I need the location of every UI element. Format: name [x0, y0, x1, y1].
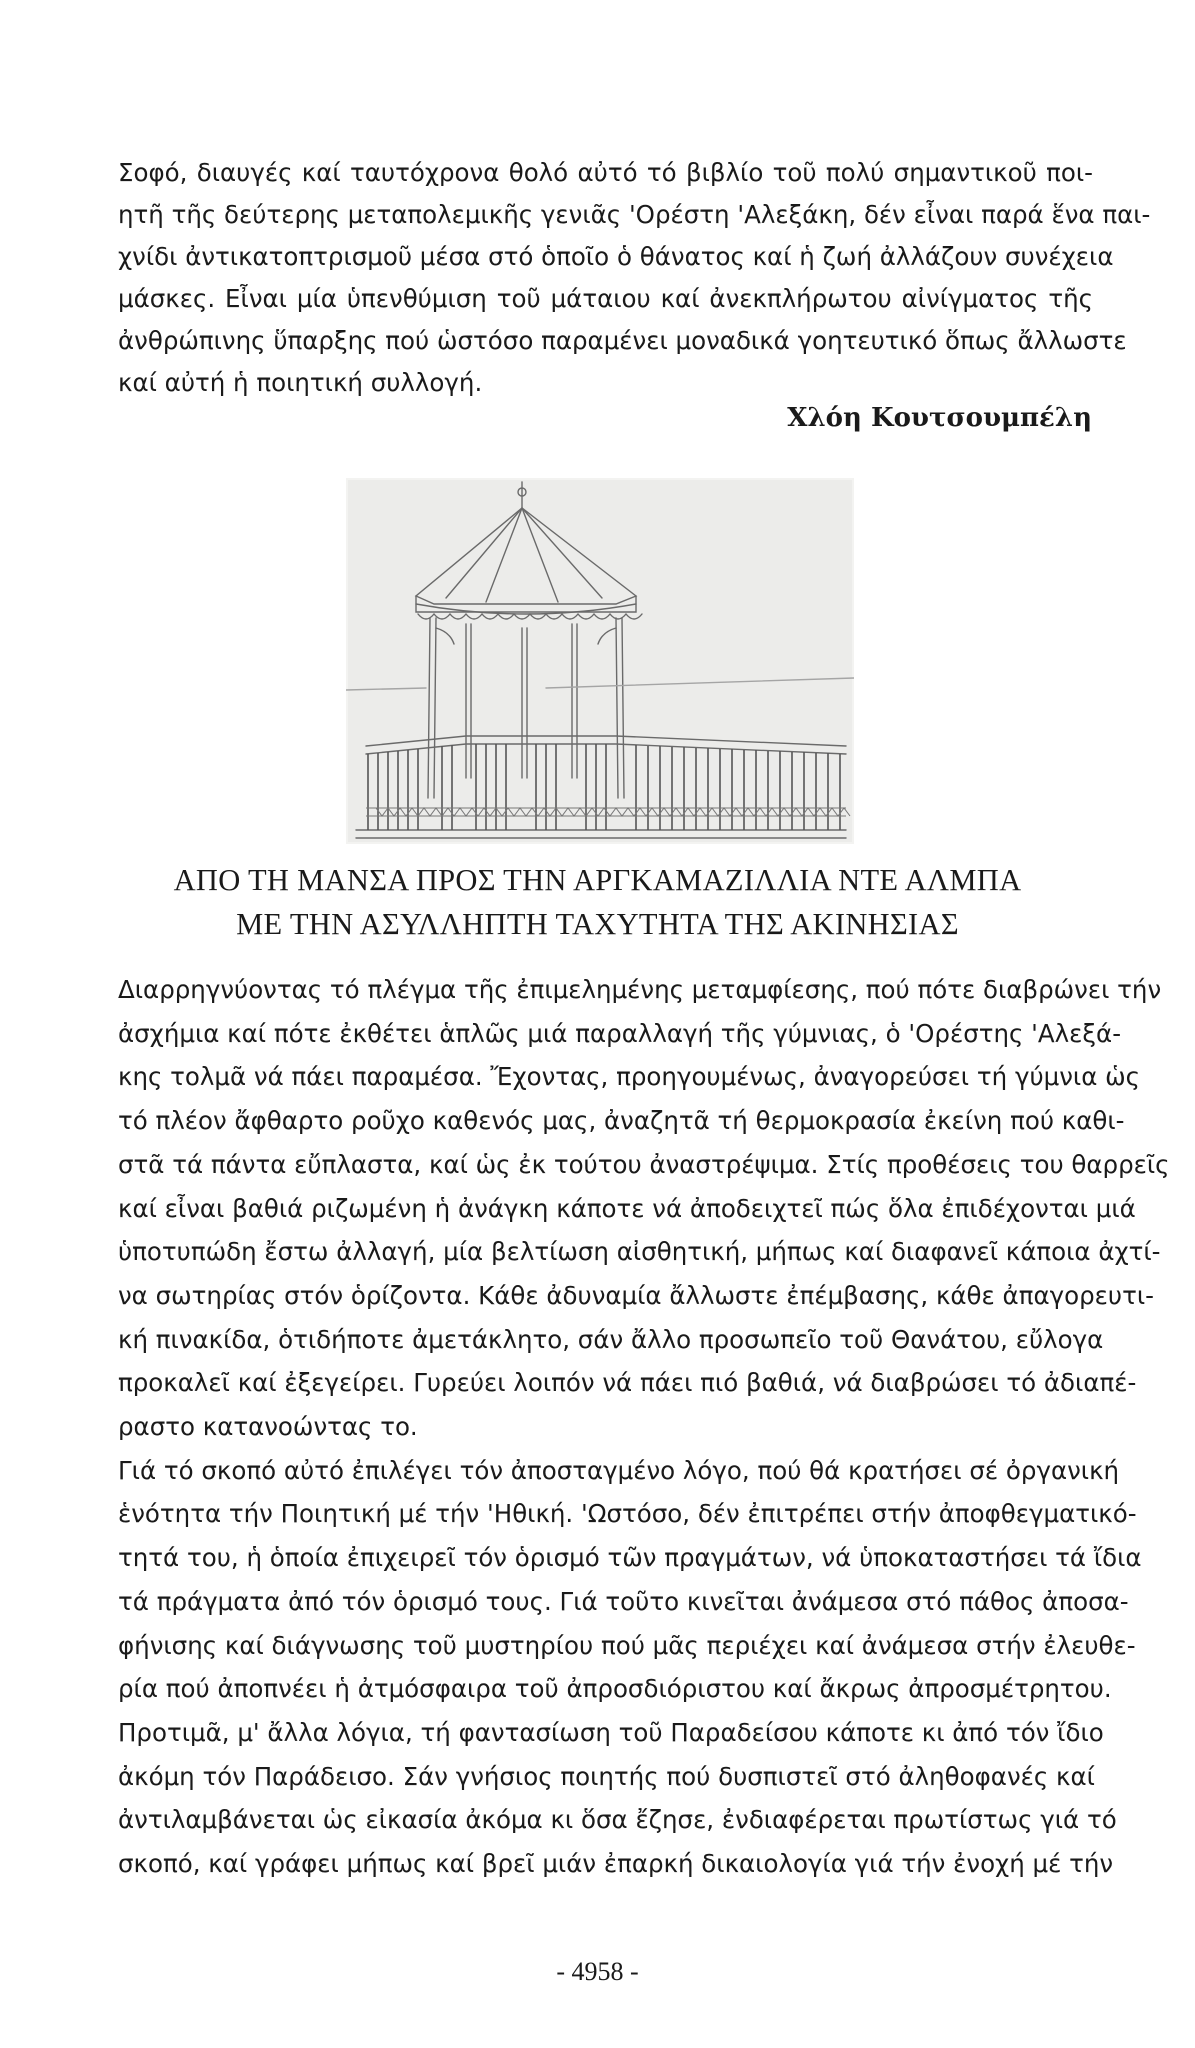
body-line: να σωτηρίας στόν ὁρίζοντα. Κάθε ἀδυναμία ἄλλωστε ἐπέμβασης, κάθε ἀπαγορευτι-: [118, 1280, 1154, 1310]
review-author: Χλόη Κουτσουμπέλη: [787, 403, 1092, 433]
review-line: ἀνθρώπινης ὕπαρξης πού ὡστόσο παραμένει μοναδικά γοητευτικό ὅπως ἄλλωστε: [118, 326, 1127, 355]
body-line: ρία πού ἀποπνέει ἡ ἀτμόσφαιρα τοῦ ἀπροσδιόριστου καί ἄκρως ἀπροσμέτρητου.: [118, 1674, 1112, 1704]
review-line: χνίδι ἀντικατοπτρισμοῦ μέσα στό ὁποῖο ὁ θάνατος καί ἡ ζωή ἀλλάζουν συνέχεια: [118, 242, 1114, 271]
body-line: τά πράγματα ἀπό τόν ὁρισμό τους. Γιά τοῦτο κινεῖται ἀνάμεσα στό πάθος ἀποσα-: [118, 1586, 1129, 1616]
body-line: ἀντιλαμβάνεται ὡς εἰκασία ἀκόμα κι ὅσα ἔζησε, ἐνδιαφέρεται πρωτίστως γιά τό: [118, 1805, 1117, 1835]
review-line: Σοφό, διαυγές καί ταυτόχρονα θολό αὐτό τό βιβλίο τοῦ πολύ σημαντικοῦ ποι-: [118, 158, 1093, 187]
body-line: ὑποτυπώδη ἔστω ἀλλαγή, μία βελτίωση αἰσθητική, μήπως καί διαφανεῖ κάποια ἀχτί-: [118, 1237, 1161, 1267]
body-line: ἑνότητα τήν Ποιητική μέ τήν 'Ηθική. 'Ωστόσο, δέν ἐπιτρέπει στήν ἀποφθεγματικό-: [118, 1499, 1137, 1529]
page-number: - 4958 -: [556, 1957, 639, 1986]
title-line: ΜΕ ΤΗΝ ΑΣΥΛΛΗΠΤΗ ΤΑΧΥΤΗΤΑ ΤΗΣ ΑΚΙΝΗΣΙΑΣ: [236, 907, 959, 941]
body-line: τό πλέον ἄφθαρτο ροῦχο καθενός μας, ἀναζητᾶ τή θερμοκρασία ἐκείνη πού καθι-: [118, 1106, 1125, 1136]
body-line: ἀσχήμια καί πότε ἐκθέτει ἁπλῶς μιά παραλλαγή τῆς γύμνιας, ὁ 'Ορέστης 'Αλεξά-: [118, 1018, 1122, 1048]
review-line: καί αὐτή ἡ ποιητική συλλογή.: [118, 368, 483, 397]
review-line: ητῆ τῆς δεύτερης μεταπολεμικῆς γενιᾶς 'Ορέστη 'Αλεξάκη, δέν εἶναι παρά ἕνα παι-: [118, 200, 1151, 229]
body-line: φήνισης καί διάγνωσης τοῦ μυστηρίου πού μᾶς περιέχει καί ἀνάμεσα στήν ἐλευθε-: [118, 1630, 1136, 1660]
body-line: σκοπό, καί γράφει μήπως καί βρεῖ μιάν ἐπαρκή δικαιολογία γιά τήν ἐνοχή μέ τήν: [118, 1849, 1114, 1879]
body-line: καί εἶναι βαθιά ριζωμένη ἡ ἀνάγκη κάποτε νά ἀποδειχτεῖ πώς ὅλα ἐπιδέχονται μιά: [118, 1193, 1136, 1223]
body-line: κή πινακίδα, ὁτιδήποτε ἀμετάκλητο, σάν ἄλλο προσωπεῖο τοῦ Θανάτου, εὔλογα: [118, 1324, 1104, 1354]
body-line: κης τολμᾶ νά πάει παραμέσα. Ἔχοντας, προηγουμένως, ἀναγορεύσει τή γύμνια ὡς: [118, 1062, 1141, 1092]
body-line: Διαρρηγνύοντας τό πλέγμα τῆς ἐπιμελημένης μεταμφίεσης, πού πότε διαβρώνει τήν: [118, 975, 1162, 1004]
review-paragraph: [118, 152, 1151, 404]
body-line: τητά του, ἡ ὁποία ἐπιχειρεῖ τόν ὁρισμό τῶν πραγμάτων, νά ὑποκαταστήσει τά ἴδια: [118, 1543, 1142, 1573]
body-line: ραστο κατανοώντας το.: [118, 1412, 418, 1442]
body-line: ἀκόμη τόν Παράδεισο. Σάν γνήσιος ποιητής πού δυσπιστεῖ στό ἀληθοφανές καί: [118, 1761, 1095, 1791]
body-line: Γιά τό σκοπό αὐτό ἐπιλέγει τόν ἀποσταγμένο λόγο, πού θά κρατήσει σέ ὀργανική: [118, 1455, 1120, 1485]
review-line: μάσκες. Εἶναι μία ὑπενθύμιση τοῦ μάταιου καί ἀνεκπλήρωτου αἰνίγματος τῆς: [118, 284, 1093, 313]
body-line: προκαλεῖ καί ἐξεγείρει. Γυρεύει λοιπόν νά πάει πιό βαθιά, νά διαβρώσει τό ἀδιαπέ-: [118, 1368, 1137, 1398]
gazebo-illustration: [346, 478, 854, 844]
article-title: [0, 858, 1195, 946]
article-body: [118, 968, 1170, 1886]
title-line: ΑΠΟ ΤΗ ΜΑΝΣΑ ΠΡΟΣ ΤΗΝ ΑΡΓΚΑΜΑΖΙΛΛΙΑ ΝΤΕ ΑΛΜΠΑ: [173, 863, 1022, 897]
body-line: Προτιμᾶ, μ' ἄλλα λόγια, τή φαντασίωση τοῦ Παραδείσου κάποτε κι ἀπό τόν ἴδιο: [118, 1717, 1104, 1747]
body-line: στᾶ τά πάντα εὔπλαστα, καί ὡς ἐκ τούτου ἀναστρέψιμα. Στίς προθέσεις του θαρρεῖς: [118, 1149, 1170, 1179]
